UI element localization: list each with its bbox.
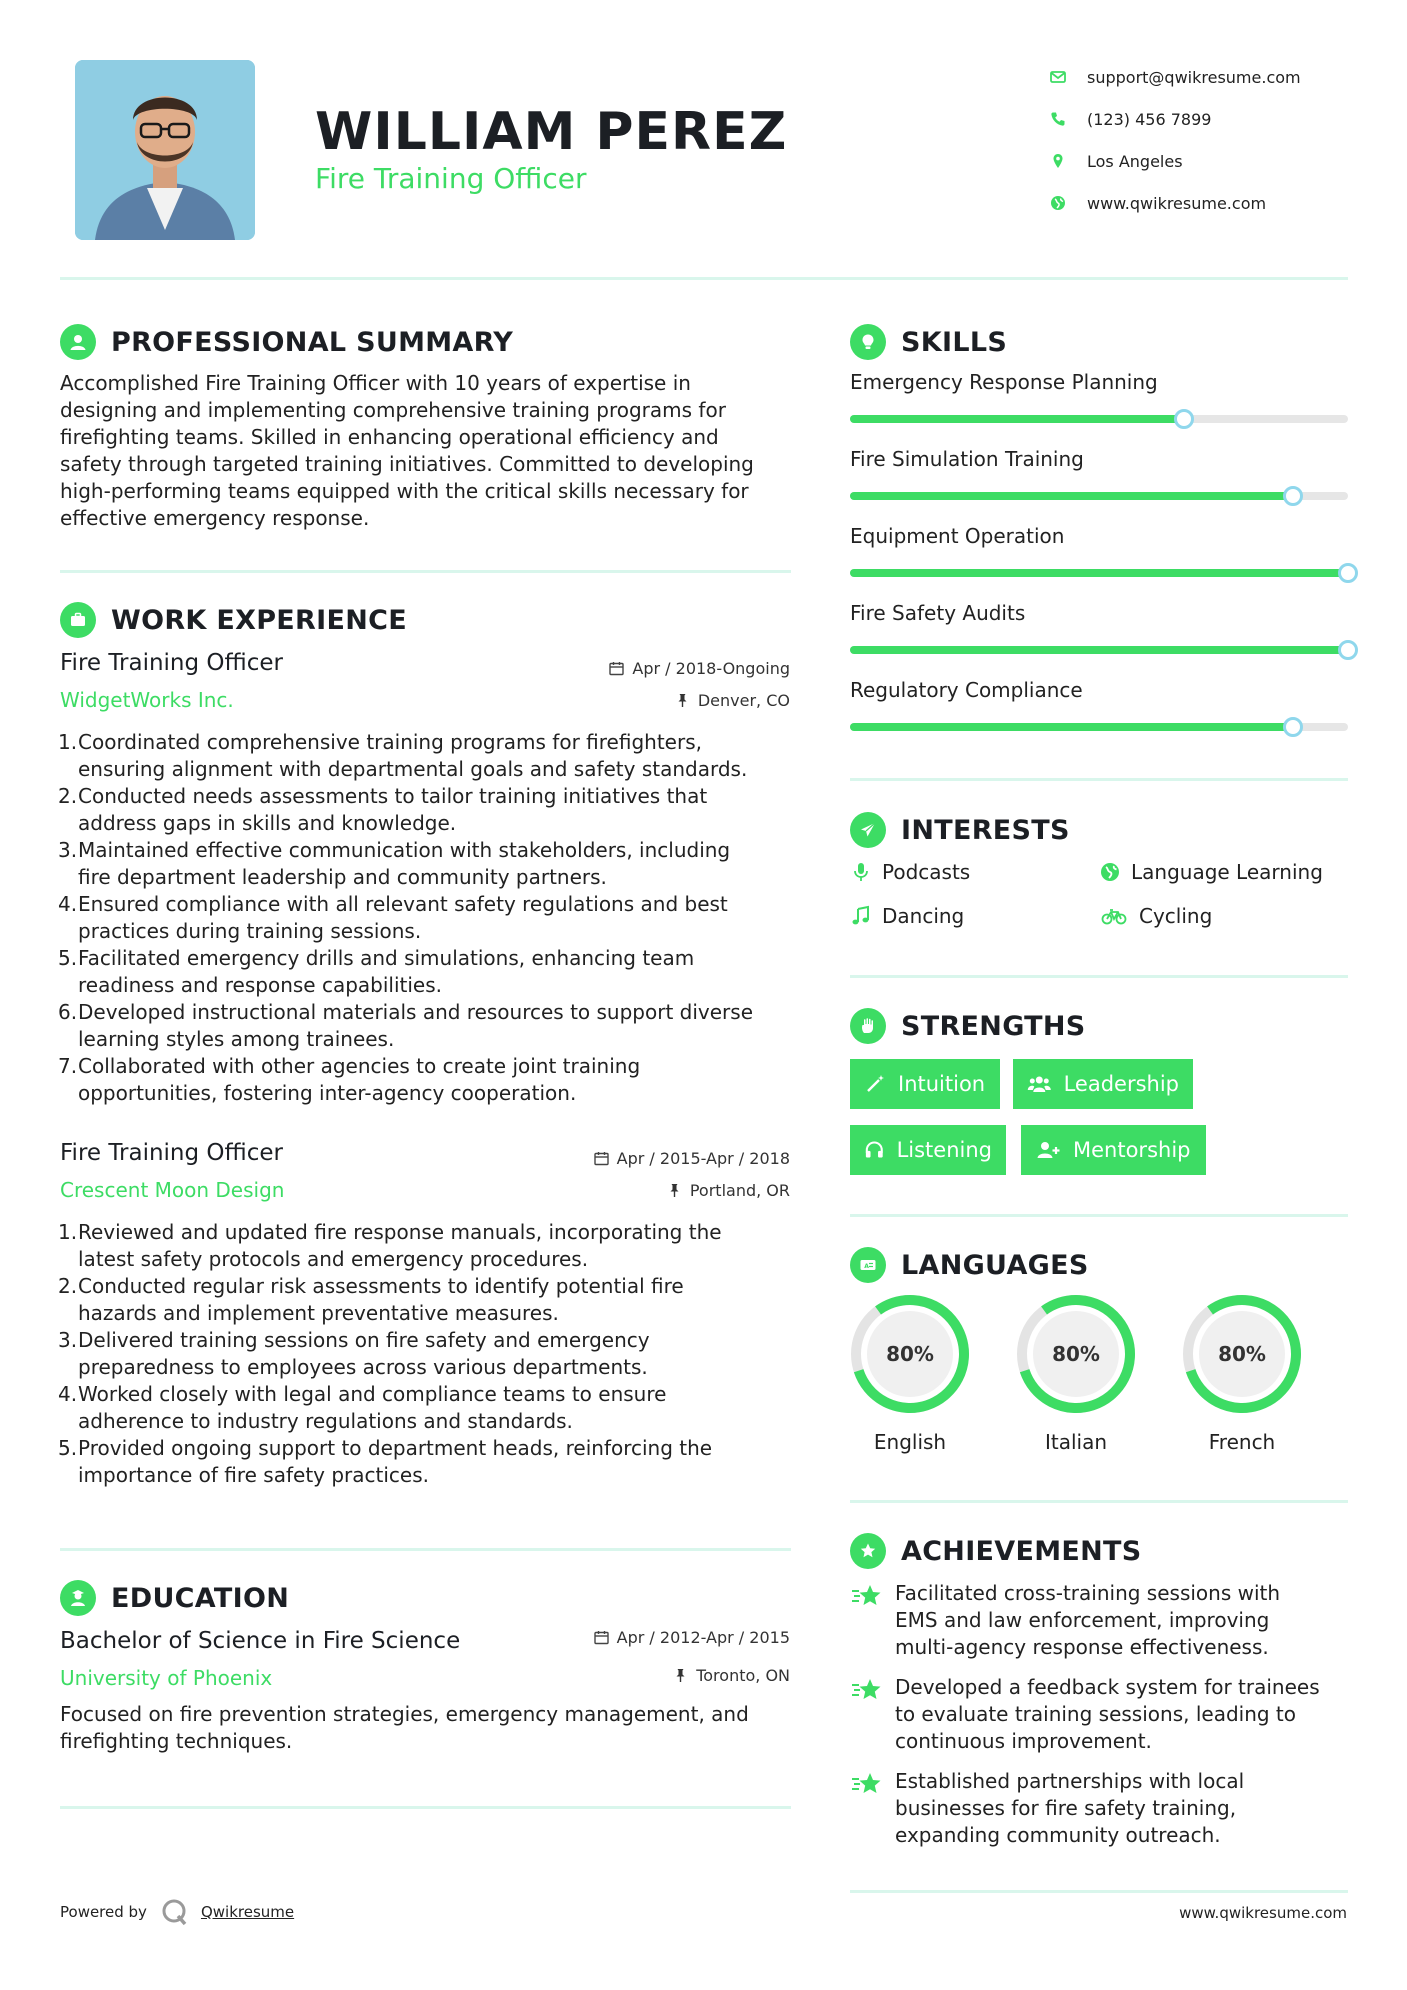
achievement-line: Established partnerships with local [895, 1769, 1245, 1793]
powered-by-text: Powered by [60, 1903, 147, 1921]
globe-icon [1050, 195, 1087, 211]
calendar-icon [594, 1630, 609, 1645]
skill-bar-fill [850, 415, 1184, 423]
job-2-location-text: Portland, OR [689, 1181, 790, 1200]
achievements-title: ACHIEVEMENTS [901, 1535, 1142, 1567]
education-dates [530, 1628, 790, 1647]
summary-line: Accomplished Fire Training Officer with 10 years of expertise in [60, 371, 691, 395]
star-icon [850, 1768, 895, 1849]
achievement-line: Developed a feedback system for trainees [895, 1675, 1320, 1699]
svg-text:A: A [864, 1263, 869, 1270]
contact-email[interactable] [1050, 56, 1301, 98]
strength-label: Leadership [1063, 1072, 1179, 1096]
achievements-divider [850, 1890, 1348, 1893]
location-pin-icon [1050, 153, 1087, 169]
languages-title: LANGUAGES [901, 1249, 1089, 1281]
qwikresume-logo-icon [161, 1898, 189, 1926]
strength-listening [850, 1125, 1006, 1175]
skill-bar [850, 646, 1348, 654]
interest-label: Cycling [1139, 904, 1213, 928]
achievement-line: businesses for fire safety training, [895, 1796, 1237, 1820]
candidate-name: WILLIAM PEREZ [315, 102, 788, 162]
calendar-icon [609, 661, 624, 676]
strength-mentorship [1021, 1125, 1206, 1175]
skill-bar [850, 492, 1348, 500]
summary-text [60, 370, 800, 532]
education-line: Focused on fire prevention strategies, emergency management, and [60, 1702, 749, 1726]
skill-bar-fill [850, 492, 1293, 500]
summary-line: high-performing teams equipped with the critical skills necessary for [60, 479, 749, 503]
user-icon [60, 324, 96, 360]
interest-dancing [850, 904, 964, 928]
list-item: 4. Ensured compliance with all relevant safety regulations and best practices during training sessions. [58, 892, 728, 943]
skill-bar [850, 415, 1348, 423]
phone-icon [1050, 111, 1087, 127]
skills-heading [850, 324, 1007, 360]
education-dates-text: Apr / 2012-Apr / 2015 [616, 1628, 790, 1647]
skill-bar-knob [1338, 563, 1358, 583]
language-name: Italian [1044, 1430, 1108, 1454]
skill-name: Fire Safety Audits [850, 601, 1026, 625]
user-plus-icon [1035, 1139, 1061, 1161]
strengths-heading [850, 1008, 1086, 1044]
music-note-icon [850, 905, 872, 927]
achievement-line: EMS and law enforcement, improving [895, 1608, 1270, 1632]
list-item: 3. Maintained effective communication with stakeholders, including fire department leadership and community partners. [58, 838, 731, 889]
education-degree: Bachelor of Science in Fire Science [60, 1628, 461, 1654]
skill-bar [850, 723, 1348, 731]
magic-wand-icon [864, 1073, 886, 1095]
summary-line: firefighting teams. Skilled in enhancing operational efficiency and [60, 425, 719, 449]
job-2-title: Fire Training Officer [60, 1140, 284, 1166]
users-icon [1027, 1073, 1052, 1095]
skill-bar-fill [850, 646, 1348, 654]
candidate-title: Fire Training Officer [315, 162, 587, 195]
education-heading [60, 1580, 289, 1616]
skill-name: Fire Simulation Training [850, 447, 1084, 471]
interest-language-learning [1099, 860, 1323, 884]
job-2-dates [530, 1149, 790, 1168]
language-percent: 80% [1218, 1342, 1266, 1366]
list-item: 4. Worked closely with legal and compliance teams to ensure adherence to industry regulations and standards. [58, 1382, 667, 1433]
contact-location-text: Los Angeles [1087, 151, 1183, 171]
achievement-2 [850, 1674, 1350, 1755]
achievement-line: Facilitated cross-training sessions with [895, 1581, 1281, 1605]
summary-line: effective emergency response. [60, 506, 370, 530]
education-divider [60, 1806, 791, 1809]
star-icon [850, 1674, 895, 1755]
list-item: 3. Delivered training sessions on fire safety and emergency preparedness to employees across various departments. [58, 1328, 650, 1379]
job-1-location [530, 691, 790, 710]
skill-bar-knob [1283, 717, 1303, 737]
microphone-icon [850, 861, 872, 883]
strength-leadership [1013, 1059, 1193, 1109]
achievement-line: continuous improvement. [895, 1729, 1152, 1753]
interest-label: Podcasts [882, 860, 971, 884]
achievement-line: expanding community outreach. [895, 1823, 1221, 1847]
summary-line: safety through targeted training initiatives. Committed to developing [60, 452, 754, 476]
pushpin-icon [675, 693, 690, 708]
experience-heading [60, 602, 407, 638]
star-icon [850, 1580, 895, 1661]
language-card-icon [850, 1247, 886, 1283]
summary-divider [60, 570, 791, 573]
skill-bar [850, 569, 1348, 577]
achievements-heading [850, 1533, 1142, 1569]
language-percent: 80% [886, 1342, 934, 1366]
skill-name: Regulatory Compliance [850, 678, 1083, 702]
languages-heading [850, 1247, 1089, 1283]
education-line: firefighting techniques. [60, 1729, 293, 1753]
graduate-icon [60, 1580, 96, 1616]
job-1-bullets [60, 729, 800, 1107]
pushpin-icon [667, 1183, 682, 1198]
bicycle-icon [1099, 905, 1129, 927]
interest-cycling [1099, 904, 1212, 928]
list-item: 1. Reviewed and updated fire response manuals, incorporating the latest safety protocols and emergency procedures. [58, 1220, 722, 1271]
briefcase-icon [60, 602, 96, 638]
interests-divider [850, 975, 1348, 978]
profile-photo [75, 60, 255, 240]
skill-bar-fill [850, 569, 1348, 577]
strength-label: Intuition [898, 1072, 986, 1096]
language-name: French [1208, 1430, 1276, 1454]
contact-website-text: www.qwikresume.com [1087, 193, 1267, 213]
job-2-bullets [60, 1219, 800, 1489]
skills-divider [850, 778, 1348, 781]
interests-heading [850, 812, 1070, 848]
skill-name: Equipment Operation [850, 524, 1065, 548]
job-1-dates [530, 659, 790, 678]
education-description [60, 1701, 800, 1755]
list-item: 6. Developed instructional materials and resources to support diverse learning styles among trainees. [58, 1000, 753, 1051]
trophy-star-icon [850, 1533, 886, 1569]
skills-title: SKILLS [901, 326, 1008, 358]
contact-phone[interactable] [1050, 98, 1301, 140]
language-percent: 80% [1052, 1342, 1100, 1366]
calendar-icon [594, 1151, 609, 1166]
contact-website[interactable] [1050, 182, 1301, 224]
contact-phone-text: (123) 456 7899 [1087, 109, 1212, 129]
skill-bar-knob [1283, 486, 1303, 506]
contact-email-text: support@qwikresume.com [1087, 67, 1301, 87]
footer-brand-link[interactable]: Qwikresume [200, 1903, 295, 1921]
job-2-company: Crescent Moon Design [60, 1178, 285, 1202]
paper-plane-icon [850, 812, 886, 848]
education-location [530, 1666, 790, 1685]
interest-label: Dancing [882, 904, 965, 928]
achievement-line: to evaluate training sessions, leading to [895, 1702, 1297, 1726]
language-ring [1180, 1292, 1304, 1416]
summary-title: PROFESSIONAL SUMMARY [111, 326, 514, 358]
language-ring [1014, 1292, 1138, 1416]
header-divider [60, 277, 1348, 280]
contact-list [1050, 56, 1301, 224]
list-item: 5. Facilitated emergency drills and simulations, enhancing team readiness and response capabilities. [58, 946, 695, 997]
experience-divider [60, 1548, 791, 1551]
strengths-title: STRENGTHS [901, 1010, 1086, 1042]
interest-podcasts [850, 860, 970, 884]
skill-bar-knob [1174, 409, 1194, 429]
strength-intuition [850, 1059, 1000, 1109]
list-item: 2. Conducted regular risk assessments to identify potential fire hazards and implement preventative measures. [58, 1274, 684, 1325]
job-1-title: Fire Training Officer [60, 650, 284, 676]
job-1-dates-text: Apr / 2018-Ongoing [632, 659, 790, 678]
list-item: 2. Conducted needs assessments to tailor training initiatives that address gaps in skills and knowledge. [58, 784, 708, 835]
lightbulb-icon [850, 324, 886, 360]
contact-location [1050, 140, 1301, 182]
education-location-text: Toronto, ON [696, 1666, 790, 1685]
footer-url[interactable]: www.qwikresume.com [1179, 1904, 1347, 1922]
summary-heading [60, 324, 513, 360]
list-item: 1. Coordinated comprehensive training programs for firefighters, ensuring alignment with departmental goals and safety standards. [58, 730, 748, 781]
education-title: EDUCATION [111, 1582, 290, 1614]
hand-icon [850, 1008, 886, 1044]
interests-title: INTERESTS [901, 814, 1070, 846]
headphones-icon [864, 1139, 885, 1161]
footer-powered-by [60, 1898, 294, 1926]
envelope-icon [1050, 69, 1087, 85]
interest-label: Language Learning [1131, 860, 1323, 884]
list-item: 7. Collaborated with other agencies to create joint training opportunities, fostering inter-agency cooperation. [58, 1054, 641, 1105]
summary-line: designing and implementing comprehensive training programs for [60, 398, 726, 422]
experience-title: WORK EXPERIENCE [111, 604, 407, 636]
achievement-line: multi-agency response effectiveness. [895, 1635, 1269, 1659]
skill-bar-knob [1338, 640, 1358, 660]
skill-bar-fill [850, 723, 1293, 731]
language-name: English [873, 1430, 947, 1454]
pushpin-icon [673, 1668, 688, 1683]
globe-icon [1099, 861, 1121, 883]
education-school: University of Phoenix [60, 1666, 273, 1690]
job-1-location-text: Denver, CO [697, 691, 790, 710]
languages-divider [850, 1500, 1348, 1503]
job-2-location [530, 1181, 790, 1200]
language-ring [848, 1292, 972, 1416]
achievement-3 [850, 1768, 1350, 1849]
strength-label: Mentorship [1073, 1138, 1191, 1162]
achievement-1 [850, 1580, 1350, 1661]
skill-name: Emergency Response Planning [850, 370, 1158, 394]
strengths-divider [850, 1214, 1348, 1217]
job-1-company: WidgetWorks Inc. [60, 688, 234, 712]
list-item: 5. Provided ongoing support to department heads, reinforcing the importance of fire safety practices. [58, 1436, 713, 1487]
strength-label: Listening [896, 1138, 992, 1162]
job-2-dates-text: Apr / 2015-Apr / 2018 [616, 1149, 790, 1168]
